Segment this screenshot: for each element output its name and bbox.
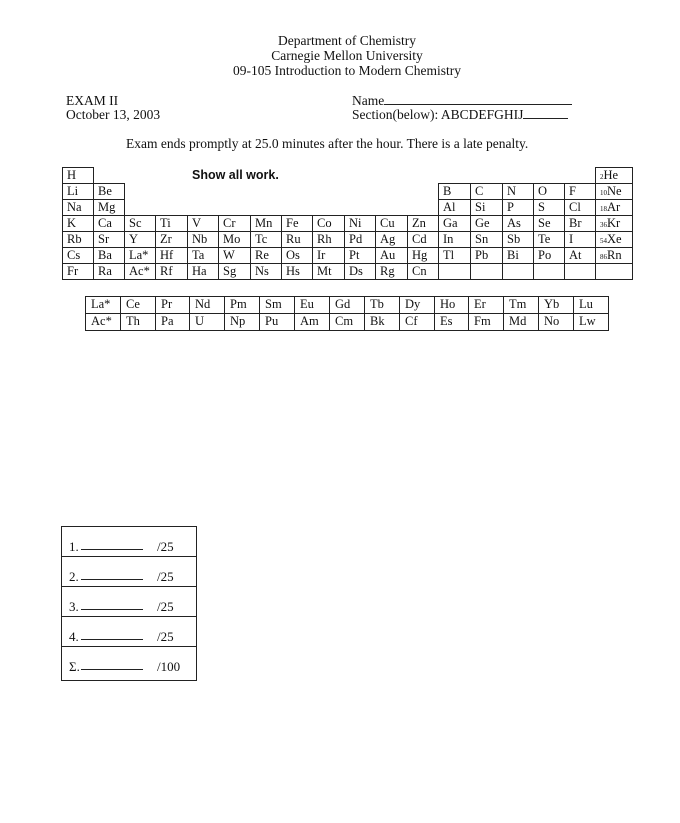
element-symbol: Cr bbox=[223, 216, 236, 230]
element-symbol: Ac* bbox=[129, 264, 150, 278]
score-row bbox=[62, 587, 196, 617]
element-symbol: Zn bbox=[412, 216, 426, 230]
element-cell bbox=[502, 199, 534, 216]
element-symbol: Ba bbox=[98, 248, 112, 262]
element-symbol: I bbox=[569, 232, 574, 246]
element-cell bbox=[93, 215, 125, 232]
element-cell bbox=[250, 215, 282, 232]
f-element-cell: Bk bbox=[364, 313, 400, 331]
section-field[interactable] bbox=[352, 106, 568, 122]
element-cell bbox=[564, 199, 596, 216]
element-cell bbox=[93, 183, 125, 200]
element-symbol: As bbox=[507, 216, 521, 230]
element-cell bbox=[93, 199, 125, 216]
element-cell bbox=[124, 263, 156, 280]
element-cell bbox=[375, 215, 408, 232]
element-cell bbox=[533, 231, 565, 248]
element-symbol: Xe bbox=[607, 232, 622, 246]
element-symbol: Se bbox=[538, 216, 551, 230]
atomic-number: 86 bbox=[600, 253, 607, 261]
f-element-cell: Am bbox=[294, 313, 330, 331]
element-symbol: Ta bbox=[192, 248, 205, 262]
empty-cell bbox=[564, 263, 596, 280]
element-symbol: W bbox=[223, 248, 235, 262]
element-cell bbox=[595, 247, 633, 264]
element-symbol: Hf bbox=[160, 248, 174, 262]
element-cell bbox=[218, 215, 251, 232]
element-cell bbox=[62, 183, 94, 200]
element-cell bbox=[250, 247, 282, 264]
element-symbol: He bbox=[603, 168, 619, 182]
score-blank[interactable] bbox=[81, 549, 143, 550]
f-element-cell: Cf bbox=[399, 313, 435, 331]
element-cell bbox=[564, 183, 596, 200]
element-symbol: Mt bbox=[317, 264, 332, 278]
element-symbol: S bbox=[538, 200, 545, 214]
element-symbol: Sg bbox=[223, 264, 237, 278]
element-cell bbox=[155, 231, 188, 248]
element-cell bbox=[62, 199, 94, 216]
empty-cell bbox=[470, 263, 503, 280]
element-cell bbox=[155, 215, 188, 232]
atomic-number: 36 bbox=[600, 221, 607, 229]
score-blank[interactable] bbox=[81, 579, 143, 580]
element-symbol: Ag bbox=[380, 232, 396, 246]
element-cell bbox=[344, 247, 376, 264]
element-symbol: Ru bbox=[286, 232, 301, 246]
element-cell bbox=[407, 215, 439, 232]
element-symbol: H bbox=[67, 168, 77, 182]
f-element-cell: Lw bbox=[573, 313, 609, 331]
score-row bbox=[62, 647, 196, 677]
element-symbol: Mn bbox=[255, 216, 273, 230]
f-element-cell: Md bbox=[503, 313, 539, 331]
element-symbol: Cd bbox=[412, 232, 427, 246]
element-symbol: Cn bbox=[412, 264, 427, 278]
element-cell bbox=[344, 263, 376, 280]
element-symbol: Be bbox=[98, 184, 112, 198]
f-element-cell: Ce bbox=[120, 296, 156, 314]
element-cell bbox=[250, 263, 282, 280]
element-symbol: Os bbox=[286, 248, 300, 262]
element-cell bbox=[155, 263, 188, 280]
f-element-cell: Np bbox=[224, 313, 260, 331]
element-cell bbox=[407, 247, 439, 264]
element-cell bbox=[407, 263, 439, 280]
element-cell bbox=[407, 231, 439, 248]
element-symbol: Ne bbox=[607, 184, 622, 198]
element-cell bbox=[281, 215, 313, 232]
element-symbol: N bbox=[507, 184, 517, 198]
element-cell bbox=[595, 199, 633, 216]
max-points: /25 bbox=[157, 599, 174, 614]
element-symbol: Kr bbox=[607, 216, 621, 230]
f-element-cell: Cm bbox=[329, 313, 365, 331]
element-symbol: Pd bbox=[349, 232, 363, 246]
question-number: 3. bbox=[69, 599, 79, 614]
element-symbol: Te bbox=[538, 232, 551, 246]
element-symbol: Sc bbox=[129, 216, 142, 230]
element-symbol: Rg bbox=[380, 264, 395, 278]
element-symbol: O bbox=[538, 184, 548, 198]
score-box bbox=[61, 526, 197, 681]
element-symbol: Na bbox=[67, 200, 82, 214]
atomic-number: 10 bbox=[600, 189, 607, 197]
element-symbol: Ra bbox=[98, 264, 112, 278]
element-cell bbox=[250, 231, 282, 248]
question-number: Σ. bbox=[69, 659, 80, 674]
element-cell bbox=[281, 231, 313, 248]
element-symbol: Rn bbox=[607, 248, 622, 262]
element-symbol: Ga bbox=[443, 216, 458, 230]
f-element-cell: Pr bbox=[155, 296, 190, 314]
element-cell bbox=[187, 263, 219, 280]
element-cell bbox=[155, 247, 188, 264]
empty-cell bbox=[438, 263, 471, 280]
f-element-cell: Ho bbox=[434, 296, 469, 314]
name-label: Name bbox=[352, 93, 385, 108]
element-cell bbox=[595, 183, 633, 200]
element-symbol: F bbox=[569, 184, 576, 198]
element-symbol: Fr bbox=[67, 264, 79, 278]
element-symbol: Ds bbox=[349, 264, 363, 278]
element-symbol: Sb bbox=[507, 232, 521, 246]
element-cell bbox=[564, 247, 596, 264]
element-cell bbox=[502, 231, 534, 248]
max-points: /25 bbox=[157, 569, 174, 584]
element-symbol: At bbox=[569, 248, 582, 262]
element-cell bbox=[533, 247, 565, 264]
f-element-cell: Es bbox=[434, 313, 469, 331]
element-cell bbox=[62, 247, 94, 264]
element-cell bbox=[218, 247, 251, 264]
f-element-cell: Fm bbox=[468, 313, 504, 331]
score-blank[interactable] bbox=[81, 609, 143, 610]
f-element-cell: Pm bbox=[224, 296, 260, 314]
element-cell bbox=[438, 199, 471, 216]
element-symbol: Mg bbox=[98, 200, 116, 214]
element-cell bbox=[312, 247, 345, 264]
element-symbol: Sr bbox=[98, 232, 110, 246]
f-element-cell: Th bbox=[120, 313, 156, 331]
element-symbol: Ir bbox=[317, 248, 326, 262]
element-cell bbox=[533, 199, 565, 216]
element-symbol: Rh bbox=[317, 232, 332, 246]
element-symbol: Ha bbox=[192, 264, 207, 278]
element-cell bbox=[187, 215, 219, 232]
max-points: /25 bbox=[157, 539, 174, 554]
element-cell bbox=[344, 231, 376, 248]
question-number: 1. bbox=[69, 539, 79, 554]
element-symbol: Cs bbox=[67, 248, 81, 262]
element-symbol: Li bbox=[67, 184, 79, 198]
f-element-cell: Dy bbox=[399, 296, 435, 314]
element-cell bbox=[62, 167, 94, 184]
score-row bbox=[62, 617, 196, 647]
element-symbol: Bi bbox=[507, 248, 519, 262]
f-element-cell: Eu bbox=[294, 296, 330, 314]
score-row bbox=[62, 557, 196, 587]
f-element-cell: U bbox=[189, 313, 225, 331]
element-symbol: Hg bbox=[412, 248, 428, 262]
element-symbol: Al bbox=[443, 200, 456, 214]
score-blank[interactable] bbox=[81, 669, 143, 670]
university-line: Carnegie Mellon University bbox=[271, 48, 423, 63]
element-symbol: C bbox=[475, 184, 484, 198]
element-symbol: Pb bbox=[475, 248, 489, 262]
element-symbol: Cu bbox=[380, 216, 395, 230]
element-cell bbox=[502, 247, 534, 264]
department-line: Department of Chemistry bbox=[278, 33, 416, 48]
element-symbol: Tc bbox=[255, 232, 268, 246]
atomic-number: 2 bbox=[600, 173, 604, 181]
atomic-number: 18 bbox=[600, 205, 607, 213]
element-cell bbox=[502, 215, 534, 232]
element-symbol: Y bbox=[129, 232, 139, 246]
element-symbol: La* bbox=[129, 248, 149, 262]
f-element-cell: Tm bbox=[503, 296, 539, 314]
element-cell bbox=[470, 215, 503, 232]
element-cell bbox=[438, 215, 471, 232]
element-cell bbox=[281, 247, 313, 264]
element-cell bbox=[62, 215, 94, 232]
f-element-cell: Ac* bbox=[85, 313, 121, 331]
element-symbol: Cl bbox=[569, 200, 581, 214]
element-cell bbox=[595, 215, 633, 232]
element-cell bbox=[438, 183, 471, 200]
empty-cell bbox=[533, 263, 565, 280]
f-element-cell: Gd bbox=[329, 296, 365, 314]
element-cell bbox=[375, 247, 408, 264]
course-line: 09-105 Introduction to Modern Chemistry bbox=[233, 63, 461, 78]
f-element-cell: Tb bbox=[364, 296, 400, 314]
element-symbol: Ge bbox=[475, 216, 490, 230]
element-cell bbox=[93, 231, 125, 248]
element-cell bbox=[187, 247, 219, 264]
element-cell bbox=[312, 263, 345, 280]
exam-date: October 13, 2003 bbox=[66, 107, 161, 122]
element-cell bbox=[344, 215, 376, 232]
element-cell bbox=[470, 231, 503, 248]
atomic-number: 54 bbox=[600, 237, 607, 245]
element-cell bbox=[375, 263, 408, 280]
element-cell bbox=[470, 199, 503, 216]
element-symbol: Re bbox=[255, 248, 269, 262]
element-symbol: Rb bbox=[67, 232, 82, 246]
element-cell bbox=[438, 231, 471, 248]
element-cell bbox=[533, 183, 565, 200]
element-symbol: Po bbox=[538, 248, 552, 262]
element-cell bbox=[533, 215, 565, 232]
element-symbol: Si bbox=[475, 200, 486, 214]
element-cell bbox=[281, 263, 313, 280]
element-symbol: Nb bbox=[192, 232, 208, 246]
element-cell bbox=[312, 215, 345, 232]
f-element-cell: Pu bbox=[259, 313, 295, 331]
f-element-cell: Yb bbox=[538, 296, 574, 314]
element-symbol: Mo bbox=[223, 232, 241, 246]
element-cell bbox=[218, 231, 251, 248]
element-symbol: Sn bbox=[475, 232, 489, 246]
element-symbol: Fe bbox=[286, 216, 299, 230]
element-symbol: Au bbox=[380, 248, 396, 262]
f-element-cell: Nd bbox=[189, 296, 225, 314]
element-cell bbox=[470, 247, 503, 264]
f-element-cell: Pa bbox=[155, 313, 190, 331]
element-symbol: Ti bbox=[160, 216, 171, 230]
element-cell bbox=[502, 183, 534, 200]
element-cell bbox=[595, 231, 633, 248]
element-symbol: V bbox=[192, 216, 202, 230]
element-cell bbox=[187, 231, 219, 248]
element-symbol: Hs bbox=[286, 264, 300, 278]
element-symbol: Tl bbox=[443, 248, 455, 262]
element-cell bbox=[564, 231, 596, 248]
element-symbol: Pt bbox=[349, 248, 360, 262]
element-symbol: Ar bbox=[607, 200, 621, 214]
element-cell bbox=[595, 167, 633, 184]
element-symbol: Br bbox=[569, 216, 582, 230]
f-element-cell: La* bbox=[85, 296, 121, 314]
f-element-cell: Sm bbox=[259, 296, 295, 314]
exam-notice: Exam ends promptly at 25.0 minutes after the hour. There is a late penalty. bbox=[126, 136, 529, 151]
element-symbol: Co bbox=[317, 216, 332, 230]
empty-cell bbox=[595, 263, 633, 280]
f-element-cell: Lu bbox=[573, 296, 609, 314]
element-cell bbox=[62, 231, 94, 248]
element-cell bbox=[218, 263, 251, 280]
element-cell bbox=[375, 231, 408, 248]
element-cell bbox=[438, 247, 471, 264]
element-cell bbox=[124, 231, 156, 248]
section-label: Section(below): ABCDEFGHIJ bbox=[352, 107, 524, 122]
element-cell bbox=[564, 215, 596, 232]
max-points: /25 bbox=[157, 629, 174, 644]
empty-cell bbox=[502, 263, 534, 280]
element-cell bbox=[470, 183, 503, 200]
element-symbol: P bbox=[507, 200, 514, 214]
element-symbol: B bbox=[443, 184, 452, 198]
element-cell bbox=[124, 215, 156, 232]
element-symbol: In bbox=[443, 232, 454, 246]
element-symbol: Zr bbox=[160, 232, 172, 246]
show-work-instruction: Show all work. bbox=[192, 168, 279, 182]
name-blank[interactable] bbox=[384, 92, 572, 105]
element-symbol: Ns bbox=[255, 264, 269, 278]
element-cell bbox=[93, 247, 125, 264]
element-cell bbox=[93, 263, 125, 280]
score-row bbox=[62, 527, 196, 557]
f-block-table bbox=[85, 296, 608, 330]
section-blank[interactable] bbox=[523, 106, 568, 119]
score-blank[interactable] bbox=[81, 639, 143, 640]
element-cell bbox=[124, 247, 156, 264]
element-symbol: Ni bbox=[349, 216, 362, 230]
f-element-cell: No bbox=[538, 313, 574, 331]
question-number: 2. bbox=[69, 569, 79, 584]
max-points: /100 bbox=[157, 659, 181, 674]
exam-title: EXAM II bbox=[66, 93, 119, 108]
element-cell bbox=[312, 231, 345, 248]
element-cell bbox=[62, 263, 94, 280]
periodic-table bbox=[62, 167, 634, 280]
element-symbol: Rf bbox=[160, 264, 173, 278]
element-symbol: Ca bbox=[98, 216, 112, 230]
question-number: 4. bbox=[69, 629, 79, 644]
element-symbol: K bbox=[67, 216, 77, 230]
f-element-cell: Er bbox=[468, 296, 504, 314]
